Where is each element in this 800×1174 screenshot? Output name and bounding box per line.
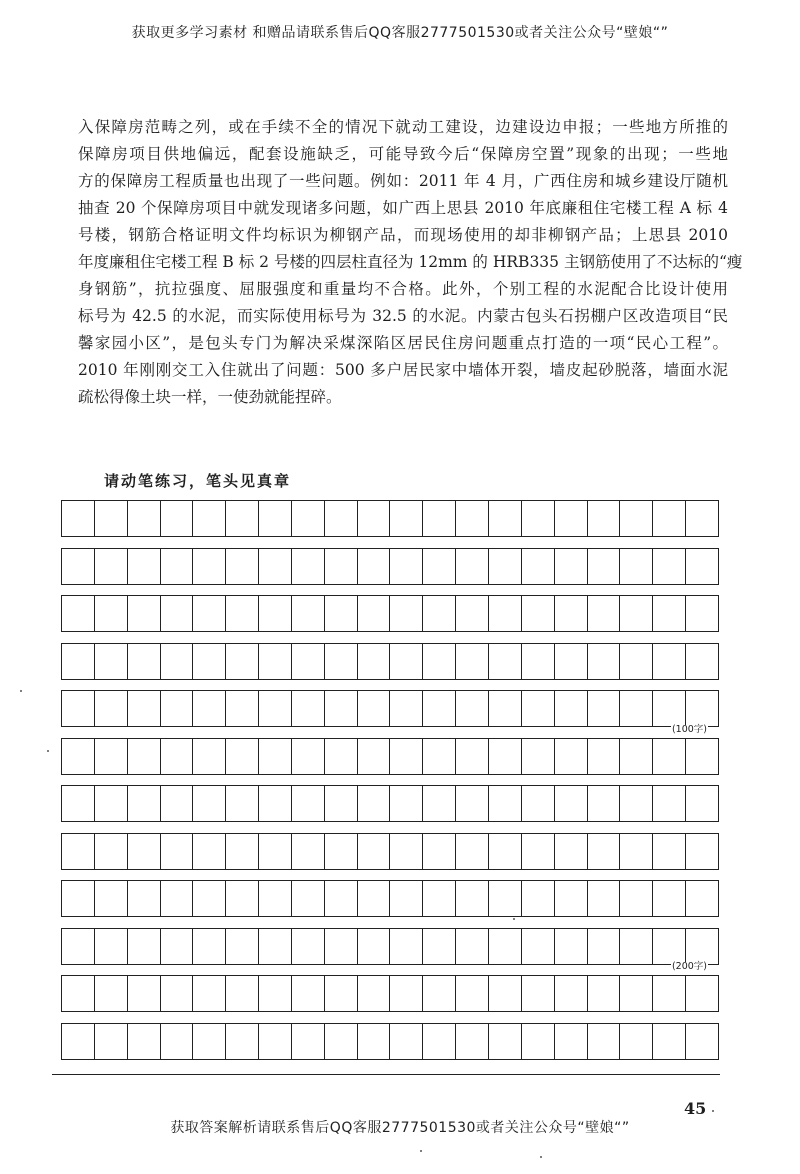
char-count-100-mark: (100字) xyxy=(671,723,707,735)
grid-cell xyxy=(522,928,555,965)
grid-cell xyxy=(161,548,194,585)
grid-cell xyxy=(489,785,522,822)
grid-cell xyxy=(686,643,719,680)
grid-cell xyxy=(161,928,194,965)
grid-cell xyxy=(62,738,95,775)
grid-cell xyxy=(456,548,489,585)
grid-cell xyxy=(620,975,653,1012)
grid-cell xyxy=(489,928,522,965)
grid-cell xyxy=(555,548,588,585)
grid-cell xyxy=(95,643,128,680)
paragraph-line: 2010 年刚刚交工入住就出了问题：500 多户居民家中墙体开裂，墙皮起砂脱落，墙面水泥 xyxy=(78,361,728,379)
grid-cell xyxy=(95,548,128,585)
grid-row xyxy=(61,690,718,727)
grid-cell xyxy=(161,833,194,870)
grid-cell xyxy=(653,833,686,870)
grid-cell xyxy=(390,595,423,632)
grid-cell xyxy=(358,785,391,822)
grid-cell xyxy=(555,1023,588,1060)
grid-cell xyxy=(325,500,358,537)
grid-cell xyxy=(456,643,489,680)
grid-cell xyxy=(193,975,226,1012)
grid-cell xyxy=(653,785,686,822)
grid-cell xyxy=(686,880,719,917)
grid-cell xyxy=(489,595,522,632)
grid-cell xyxy=(456,595,489,632)
grid-cell xyxy=(423,595,456,632)
grid-cell xyxy=(161,500,194,537)
grid-cell xyxy=(390,1023,423,1060)
scan-speck xyxy=(47,750,49,752)
char-count-200-mark: (200字) xyxy=(671,961,707,972)
grid-cell xyxy=(489,833,522,870)
grid-row xyxy=(61,833,718,870)
grid-cell xyxy=(128,833,161,870)
grid-cell xyxy=(653,738,686,775)
grid-cell xyxy=(358,880,391,917)
scan-speck xyxy=(712,1110,714,1112)
grid-cell xyxy=(522,548,555,585)
grid-cell xyxy=(456,880,489,917)
grid-cell xyxy=(325,975,358,1012)
grid-cell xyxy=(555,833,588,870)
grid-cell xyxy=(390,880,423,917)
grid-cell xyxy=(620,500,653,537)
grid-cell xyxy=(489,738,522,775)
grid-row xyxy=(61,595,718,632)
grid-cell xyxy=(259,500,292,537)
grid-cell xyxy=(390,785,423,822)
grid-cell xyxy=(62,690,95,727)
grid-cell xyxy=(128,690,161,727)
grid-cell xyxy=(259,595,292,632)
grid-cell xyxy=(555,928,588,965)
grid-cell xyxy=(522,1023,555,1060)
grid-cell xyxy=(686,548,719,585)
grid-cell xyxy=(161,595,194,632)
paragraph-line: 号楼，钢筋合格证明文件均标识为柳钢产品，而现场使用的却非柳钢产品；上思县 2010 xyxy=(78,226,728,244)
grid-cell xyxy=(226,643,259,680)
grid-cell xyxy=(620,880,653,917)
grid-cell xyxy=(358,738,391,775)
grid-cell xyxy=(128,500,161,537)
grid-cell xyxy=(620,738,653,775)
grid-cell xyxy=(358,1023,391,1060)
grid-cell xyxy=(193,548,226,585)
grid-cell xyxy=(456,785,489,822)
grid-cell xyxy=(226,785,259,822)
grid-cell xyxy=(325,928,358,965)
grid-row xyxy=(61,1023,718,1060)
grid-cell xyxy=(95,785,128,822)
grid-cell xyxy=(128,975,161,1012)
grid-cell xyxy=(653,880,686,917)
grid-cell xyxy=(588,1023,621,1060)
grid-cell xyxy=(358,548,391,585)
grid-cell xyxy=(358,690,391,727)
grid-cell xyxy=(686,738,719,775)
grid-cell xyxy=(259,785,292,822)
grid-cell xyxy=(62,928,95,965)
grid-cell xyxy=(193,880,226,917)
grid-cell xyxy=(653,643,686,680)
grid-cell xyxy=(588,690,621,727)
grid-cell xyxy=(555,975,588,1012)
grid-cell xyxy=(620,785,653,822)
grid-cell xyxy=(161,975,194,1012)
grid-cell xyxy=(193,690,226,727)
grid-cell xyxy=(292,928,325,965)
grid-cell xyxy=(95,690,128,727)
grid-cell xyxy=(423,975,456,1012)
grid-cell xyxy=(95,738,128,775)
grid-cell xyxy=(423,548,456,585)
grid-cell xyxy=(620,595,653,632)
grid-cell xyxy=(226,1023,259,1060)
grid-cell xyxy=(555,500,588,537)
grid-cell xyxy=(620,690,653,727)
grid-cell xyxy=(161,738,194,775)
grid-cell xyxy=(686,785,719,822)
grid-cell xyxy=(456,500,489,537)
grid-cell xyxy=(588,548,621,585)
grid-cell xyxy=(686,690,719,727)
grid-cell xyxy=(456,975,489,1012)
grid-cell xyxy=(325,595,358,632)
grid-cell xyxy=(226,880,259,917)
paragraph-line: 身钢筋”，抗拉强度、屈服强度和重量均不合格。此外，个别工程的水泥配合比设计使用 xyxy=(78,280,728,298)
grid-cell xyxy=(588,880,621,917)
grid-cell xyxy=(522,785,555,822)
scan-speck xyxy=(20,690,22,692)
grid-cell xyxy=(390,738,423,775)
grid-cell xyxy=(193,595,226,632)
grid-cell xyxy=(686,975,719,1012)
grid-cell xyxy=(620,548,653,585)
grid-row xyxy=(61,880,718,917)
grid-cell xyxy=(161,1023,194,1060)
grid-cell xyxy=(128,880,161,917)
grid-cell xyxy=(259,880,292,917)
grid-cell xyxy=(95,833,128,870)
grid-cell xyxy=(259,643,292,680)
grid-cell xyxy=(292,548,325,585)
grid-cell xyxy=(686,833,719,870)
grid-row xyxy=(61,723,718,775)
grid-cell xyxy=(358,928,391,965)
grid-cell xyxy=(259,833,292,870)
body-paragraph xyxy=(78,114,743,411)
grid-cell xyxy=(653,975,686,1012)
grid-cell xyxy=(292,690,325,727)
grid-cell xyxy=(555,738,588,775)
grid-cell xyxy=(686,595,719,632)
grid-cell xyxy=(325,738,358,775)
grid-cell xyxy=(325,833,358,870)
page-number: 45 xyxy=(684,1099,707,1118)
grid-cell xyxy=(128,928,161,965)
grid-cell xyxy=(325,690,358,727)
grid-cell xyxy=(193,928,226,965)
grid-cell xyxy=(193,643,226,680)
grid-cell xyxy=(686,928,719,965)
paragraph-line: 馨家园小区”，是包头专门为解决采煤深陷区居民住房问题重点打造的一项“民心工程”。 xyxy=(78,334,728,352)
grid-cell xyxy=(358,643,391,680)
grid-cell xyxy=(325,880,358,917)
grid-cell xyxy=(588,738,621,775)
grid-cell xyxy=(358,595,391,632)
grid-cell xyxy=(226,928,259,965)
grid-cell xyxy=(423,643,456,680)
grid-cell xyxy=(226,548,259,585)
grid-cell xyxy=(161,880,194,917)
paragraph-line: 保障房项目供地偏远，配套设施缺乏，可能导致今后“保障房空置”现象的出现；一些地 xyxy=(78,145,728,163)
grid-cell xyxy=(423,500,456,537)
grid-cell xyxy=(226,833,259,870)
grid-cell xyxy=(522,833,555,870)
grid-cell xyxy=(62,548,95,585)
paragraph-line: 入保障房范畴之列，或在手续不全的情况下就动工建设，边建设边申报；一些地方所推的 xyxy=(78,118,728,136)
grid-cell xyxy=(128,785,161,822)
grid-cell xyxy=(489,880,522,917)
grid-row xyxy=(61,548,718,585)
grid-cell xyxy=(128,1023,161,1060)
grid-cell xyxy=(423,833,456,870)
grid-cell xyxy=(588,643,621,680)
grid-cell xyxy=(325,1023,358,1060)
grid-cell xyxy=(423,928,456,965)
page-footer-notice: 获取答案解析请联系售后QQ客服2777501530或者关注公众号“壁娘“” xyxy=(170,1120,630,1136)
grid-cell xyxy=(128,548,161,585)
grid-cell xyxy=(95,500,128,537)
grid-cell xyxy=(259,975,292,1012)
grid-cell xyxy=(620,928,653,965)
grid-cell xyxy=(193,1023,226,1060)
grid-cell xyxy=(456,738,489,775)
grid-row xyxy=(61,643,718,680)
practice-prompt: 请动笔练习，笔头见真章 xyxy=(104,472,292,490)
grid-cell xyxy=(128,738,161,775)
grid-cell xyxy=(193,833,226,870)
paragraph-line: 方的保障房工程质量也出现了一些问题。例如：2011 年 4 月，广西住房和城乡建设厅随机 xyxy=(78,172,728,190)
grid-cell xyxy=(456,690,489,727)
grid-cell xyxy=(95,880,128,917)
grid-cell xyxy=(62,595,95,632)
scan-speck xyxy=(540,1156,542,1158)
grid-cell xyxy=(95,595,128,632)
grid-cell xyxy=(95,1023,128,1060)
grid-cell xyxy=(193,785,226,822)
grid-cell xyxy=(423,1023,456,1060)
grid-cell xyxy=(555,880,588,917)
grid-cell xyxy=(522,975,555,1012)
paragraph-line: 标号为 42.5 的水泥，而实际使用标号为 32.5 的水泥。内蒙古包头石拐棚户区改造项目“民 xyxy=(78,307,728,325)
grid-cell xyxy=(522,500,555,537)
grid-row xyxy=(61,928,718,965)
grid-cell xyxy=(588,928,621,965)
grid-cell xyxy=(325,548,358,585)
grid-cell xyxy=(489,548,522,585)
grid-cell xyxy=(226,595,259,632)
grid-cell xyxy=(555,690,588,727)
grid-cell xyxy=(292,643,325,680)
grid-cell xyxy=(325,643,358,680)
grid-cell xyxy=(292,975,325,1012)
grid-cell xyxy=(161,690,194,727)
grid-cell xyxy=(128,595,161,632)
grid-cell xyxy=(620,643,653,680)
grid-row xyxy=(61,785,718,822)
grid-cell xyxy=(259,690,292,727)
grid-cell xyxy=(259,928,292,965)
grid-cell xyxy=(489,643,522,680)
grid-cell xyxy=(226,500,259,537)
grid-cell xyxy=(588,785,621,822)
grid-cell xyxy=(588,595,621,632)
grid-cell xyxy=(390,833,423,870)
grid-cell xyxy=(292,833,325,870)
page-header-notice: 获取更多学习素材 和赠品请联系售后QQ客服2777501530或者关注公众号“壁娘“” xyxy=(131,25,669,41)
grid-cell xyxy=(686,500,719,537)
grid-cell xyxy=(653,500,686,537)
grid-cell xyxy=(489,975,522,1012)
grid-cell xyxy=(62,833,95,870)
grid-cell xyxy=(62,500,95,537)
grid-cell xyxy=(390,928,423,965)
grid-cell xyxy=(686,1023,719,1060)
grid-cell xyxy=(522,738,555,775)
paragraph-line: 年度廉租住宅楼工程 B 标 2 号楼的四层柱直径为 12mm 的 HRB335 主钢筋使用了不达标的“瘦 xyxy=(78,253,743,271)
grid-cell xyxy=(292,880,325,917)
grid-cell xyxy=(653,928,686,965)
grid-cell xyxy=(588,975,621,1012)
grid-cell xyxy=(653,595,686,632)
grid-cell xyxy=(522,690,555,727)
grid-cell xyxy=(62,975,95,1012)
grid-cell xyxy=(161,785,194,822)
grid-row xyxy=(61,500,718,537)
grid-cell xyxy=(390,975,423,1012)
grid-cell xyxy=(259,548,292,585)
grid-cell xyxy=(95,928,128,965)
grid-cell xyxy=(292,738,325,775)
grid-cell xyxy=(653,548,686,585)
grid-cell xyxy=(522,880,555,917)
grid-cell xyxy=(423,880,456,917)
grid-cell xyxy=(292,500,325,537)
grid-cell xyxy=(489,690,522,727)
grid-cell xyxy=(62,785,95,822)
grid-cell xyxy=(226,690,259,727)
grid-cell xyxy=(259,1023,292,1060)
grid-cell xyxy=(456,833,489,870)
grid-cell xyxy=(292,1023,325,1060)
grid-cell xyxy=(423,785,456,822)
grid-cell xyxy=(292,595,325,632)
grid-cell xyxy=(390,500,423,537)
grid-cell xyxy=(555,643,588,680)
grid-cell xyxy=(226,738,259,775)
grid-cell xyxy=(193,738,226,775)
grid-row xyxy=(61,961,718,1012)
grid-cell xyxy=(128,643,161,680)
grid-cell xyxy=(653,1023,686,1060)
grid-cell xyxy=(62,880,95,917)
grid-cell xyxy=(325,785,358,822)
grid-cell xyxy=(555,595,588,632)
grid-cell xyxy=(522,595,555,632)
grid-cell xyxy=(358,975,391,1012)
grid-cell xyxy=(390,548,423,585)
grid-cell xyxy=(489,500,522,537)
grid-cell xyxy=(259,738,292,775)
grid-cell xyxy=(620,833,653,870)
grid-cell xyxy=(555,785,588,822)
grid-cell xyxy=(588,500,621,537)
grid-cell xyxy=(292,785,325,822)
grid-cell xyxy=(423,738,456,775)
grid-cell xyxy=(161,643,194,680)
scan-speck xyxy=(513,918,515,920)
grid-cell xyxy=(390,690,423,727)
scan-speck xyxy=(420,1150,422,1152)
grid-cell xyxy=(193,500,226,537)
grid-cell xyxy=(358,500,391,537)
grid-cell xyxy=(489,1023,522,1060)
grid-cell xyxy=(620,1023,653,1060)
grid-cell xyxy=(226,975,259,1012)
grid-cell xyxy=(653,690,686,727)
bottom-divider xyxy=(52,1074,720,1075)
grid-cell xyxy=(456,1023,489,1060)
grid-cell xyxy=(62,1023,95,1060)
grid-cell xyxy=(522,643,555,680)
grid-cell xyxy=(358,833,391,870)
grid-cell xyxy=(390,643,423,680)
paragraph-line: 疏松得像土块一样，一使劲就能捏碎。 xyxy=(78,388,342,406)
grid-cell xyxy=(95,975,128,1012)
grid-cell xyxy=(62,643,95,680)
grid-cell xyxy=(423,690,456,727)
paragraph-line: 抽查 20 个保障房项目中就发现诸多问题，如广西上思县 2010 年底廉租住宅楼工程 A 标 4 xyxy=(78,199,728,217)
grid-cell xyxy=(588,833,621,870)
grid-cell xyxy=(456,928,489,965)
